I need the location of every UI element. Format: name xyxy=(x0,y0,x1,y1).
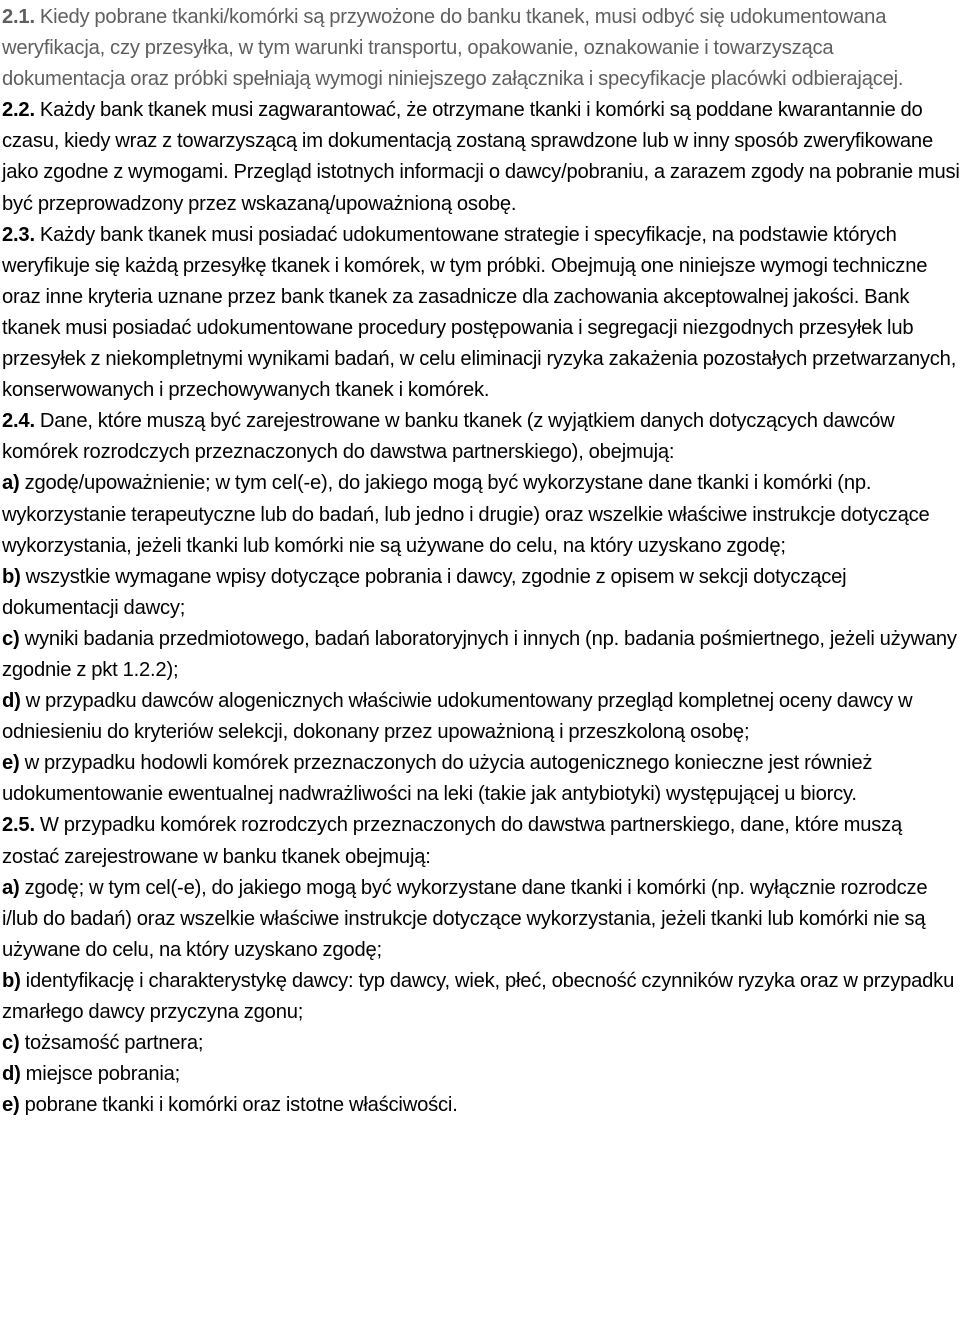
section-text: W przypadku komórek rozrodczych przeznaczonych do dawstwa partnerskiego, dane, które muszą zostać zarejestrowane w banku tkanek obejmują: xyxy=(2,814,903,868)
section-2-1 xyxy=(2,2,960,95)
item-letter: c) xyxy=(2,1032,20,1055)
item-letter: d) xyxy=(2,1063,21,1086)
list-item-2-5-c xyxy=(2,1028,960,1059)
item-text: identyfikację i charakterystykę dawcy: typ dawcy, wiek, płeć, obecność czynników ryzyka oraz w przypadku zmarłego dawcy przyczyna zgonu; xyxy=(2,969,955,1023)
list-item-2-5-a xyxy=(2,873,960,966)
item-letter: d) xyxy=(2,690,21,713)
section-number: 2.1. xyxy=(2,6,35,28)
list-item-2-4-d xyxy=(2,686,960,748)
section-text: Dane, które muszą być zarejestrowane w banku tkanek (z wyjątkiem danych dotyczących dawców komórek rozrodczych przeznaczonych do dawstwa partnerskiego), obejmują: xyxy=(2,410,895,464)
item-letter: c) xyxy=(2,627,20,650)
item-text: pobrane tkanki i komórki oraz istotne właściwości. xyxy=(24,1094,458,1117)
list-item-2-4-e xyxy=(2,748,960,810)
list-item-2-5-d xyxy=(2,1059,960,1090)
list-item-2-4-a xyxy=(2,468,960,561)
item-letter: e) xyxy=(2,752,20,775)
item-text: w przypadku hodowli komórek przeznaczonych do użycia autogenicznego konieczne jest również udokumentowanie ewentualnej nadwrażliwości na leki (takie jak antybiotyki) występującej u biorcy. xyxy=(2,752,873,806)
section-number: 2.3. xyxy=(2,223,35,246)
item-letter: b) xyxy=(2,565,21,588)
item-text: w przypadku dawców alogenicznych właściwie udokumentowany przegląd kompletnej oceny dawcy w odniesieniu do kryteriów selekcji, dokonany przez upoważnioną i przeszkoloną osobę; xyxy=(2,690,913,744)
item-text: zgodę; w tym cel(-e), do jakiego mogą być wykorzystane dane tkanki i komórki (np. wyłącznie rozrodcze i/lub do badań) oraz wszelkie właściwe instrukcje dotyczące wykorzystania, jeżeli tkanki lub komórki nie są używane do celu, na który uzyskano zgodę; xyxy=(2,876,928,961)
item-text: tożsamość partnera; xyxy=(24,1032,204,1055)
section-number: 2.4. xyxy=(2,410,35,433)
section-text: Każdy bank tkanek musi posiadać udokumentowane strategie i specyfikacje, na podstawie których weryfikuje się każdą przesyłkę tkanek i komórek, w tym próbki. Obejmują one niniejsze wymogi techniczne oraz inne kryteria uznane przez bank tkanek za zasadnicze dla zachowania akceptowalnej jakości. Bank tkanek musi posiadać udokumentowane procedury postępowania i segregacji niezgodnych przesyłek lub przesyłek z niekompletnymi wynikami badań, w celu eliminacji ryzyka zakażenia pozostałych przetwarzanych, konserwowanych i przechowywanych tkanek i komórek. xyxy=(2,223,957,402)
item-text: wszystkie wymagane wpisy dotyczące pobrania i dawcy, zgodnie z opisem w sekcji dotyczącej dokumentacji dawcy; xyxy=(2,565,847,619)
item-text: zgodę/upoważnienie; w tym cel(-e), do jakiego mogą być wykorzystane dane tkanki i komórki (np. wykorzystanie terapeutyczne lub do badań, lub jedno i drugie) oraz wszelkie właściwe instrukcje dotyczące wykorzystania, jeżeli tkanki lub komórki nie są używane do celu, na który uzyskano zgodę; xyxy=(2,472,930,557)
item-letter: b) xyxy=(2,969,21,992)
section-2-3 xyxy=(2,220,960,407)
section-text: Kiedy pobrane tkanki/komórki są przywożone do banku tkanek, musi odbyć się udokumentowana weryfikacja, czy przesyłka, w tym warunki transportu, opakowanie, oznakowanie i towarzysząca dokumentacja oraz próbki spełniają wymogi niniejszego załącznika i specyfikacje placówki odbierającej. xyxy=(2,6,904,91)
list-item-2-5-e xyxy=(2,1090,960,1121)
section-2-5 xyxy=(2,810,960,872)
section-2-2 xyxy=(2,95,960,219)
item-letter: e) xyxy=(2,1094,20,1117)
item-letter: a) xyxy=(2,876,20,899)
list-item-2-5-b xyxy=(2,966,960,1028)
section-number: 2.5. xyxy=(2,814,35,837)
section-2-4 xyxy=(2,406,960,468)
item-text: miejsce pobrania; xyxy=(25,1063,181,1086)
section-number: 2.2. xyxy=(2,99,35,122)
item-text: wyniki badania przedmiotowego, badań laboratoryjnych i innych (np. badania pośmiertnego, jeżeli używany zgodnie z pkt 1.2.2); xyxy=(2,627,957,681)
list-item-2-4-c xyxy=(2,624,960,686)
item-letter: a) xyxy=(2,472,20,495)
section-text: Każdy bank tkanek musi zagwarantować, że otrzymane tkanki i komórki są poddane kwarantannie do czasu, kiedy wraz z towarzyszącą im dokumentacją zostaną sprawdzone lub w inny sposób zweryfikowane jako zgodne z wymogami. Przegląd istotnych informacji o dawcy/pobraniu, a zarazem zgody na pobranie musi być przeprowadzony przez wskazaną/upoważnioną osobę. xyxy=(2,99,960,215)
list-item-2-4-b xyxy=(2,562,960,624)
